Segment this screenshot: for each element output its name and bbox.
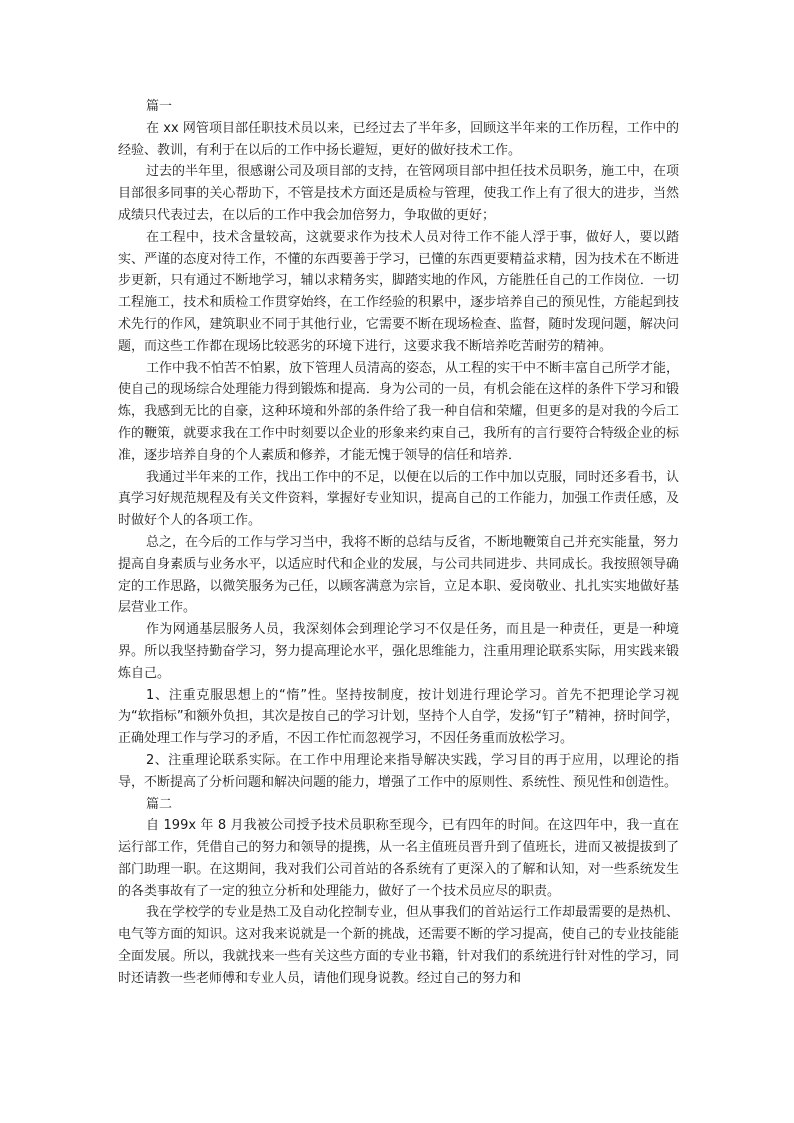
paragraph: 工作中我不怕苦不怕累，放下管理人员清高的姿态，从工程的实干中不断丰富自己所学才能，使自己的现场综合处理能力得到锻炼和提高．身为公司的一员，有机会能在这样的条件下学习和锻炼，我感到无比的自豪，这种环境和外部的条件给了我一种自信和荣耀，但更多的是对我的今后工作的鞭策，就要求我在工作中时刻要以企业的形象来约束自己，我所有的言行要符合特级企业的标准，逐步培养自身的个人素质和修养，才能无愧于领导的信任和培养．	[118, 360, 680, 463]
paragraph: 总之，在今后的工作与学习当中，我将不断的总结与反省，不断地鞭策自己并充实能量，努力提高自身素质与业务水平，以适应时代和企业的发展，与公司共同进步、共同成长。我按照领导确定的工作思路，以微笑服务为己任，以顾客满意为宗旨，立足本职、爱岗敬业、扎扎实实地做好基层营业工作。	[118, 534, 680, 616]
paragraph: 自 199x 年 8 月我被公司授予技术员职称至现今，已有四年的时间。在这四年中，我一直在运行部工作，凭借自己的努力和领导的提携，从一名主值班员晋升到了值班长，进而又被提拔到了部门助理一职。在这期间，我对我们公司首站的各系统有了更深入的了解和认知，对一些系统发生的各类事故有了一定的独立分析和处理能力，做好了一个技术员应尽的职责。	[118, 818, 679, 899]
paragraph: 在工程中，技术含量较高，这就要求作为技术人员对待工作不能人浮于事，做好人，要以踏实、严谨的态度对待工作，不懂的东西要善于学习，已懂的东西更要精益求精，因为技术在不断进步更新，只有通过不断地学习，辅以求精务实，脚踏实地的作风，方能胜任自己的工作岗位．一切工程施工，技术和质检工作贯穿始终，在工作经验的积累中，逐步培养自己的预见性，方能起到技术先行的作风，建筑职业不同于其他行业，它需要不断在现场检查、监督，随时发现问题，解决问题，而这些工作都在现场比较恶劣的环境下进行，这要求我不断培养吃苦耐劳的精神。	[118, 229, 679, 354]
list-item-paragraph: 1、注重克服思想上的“惰”性。坚持按制度，按计划进行理论学习。首先不把理论学习视为“软指标”和额外负担，其次是按自己的学习计划，坚持个人自学，发扬“钉子”精神，挤时间学，正确处理工作与学习的矛盾，不因工作忙而忽视学习，不因任务重而放松学习。	[118, 687, 679, 747]
paragraph: 我在学校学的专业是热工及自动化控制专业，但从事我们的首站运行工作却最需要的是热机、电气等方面的知识。这对我来说就是一个新的挑战，还需要不断的学习提高，使自己的专业技能能全面发展。所以，我就找来一些有关这些方面的专业书籍，针对我们的系统进行针对性的学习，同时还请教一些老师傅和专业人员，请他们现身说教。经过自己的努力和	[118, 905, 680, 986]
section-title-1: 篇一	[146, 99, 173, 114]
list-item-paragraph: 2、注重理论联系实际。在工作中用理论来指导解决实践，学习目的再于应用，以理论的指导，不断提高了分析问题和解决问题的能力，增强了工作中的原则性、系统性、预见性和创造性。	[118, 752, 679, 790]
paragraph: 过去的半年里，很感谢公司及项目部的支持，在管网项目部中担任技术员职务，施工中，在项目部很多同事的关心帮助下，不管是技术方面还是质检与管理，使我工作上有了很大的进步，当然成绩只代表过去，在以后的工作中我会加倍努力，争取做的更好；	[118, 164, 680, 223]
section-title-2: 篇二	[146, 796, 173, 812]
paragraph: 在 xx 网管项目部任职技术员以来，已经过去了半年多，回顾这半年来的工作历程，工作中的经验、教训，有利于在以后的工作中扬长避短，更好的做好技术工作。	[118, 120, 679, 158]
document-body	[118, 96, 679, 990]
paragraph: 作为网通基层服务人员，我深刻体会到理论学习不仅是任务，而且是一种责任，更是一种境界。所以我坚持勤奋学习，努力提高理论水平，强化思维能力，注重用理论联系实际，用实践来锻炼自己。	[118, 622, 679, 681]
paragraph: 我通过半年来的工作，找出工作中的不足，以便在以后的工作中加以克服，同时还多看书，认真学习好规范规程及有关文件资料，掌握好专业知识，提高自己的工作能力，加强工作责任感，及时做好个人的各项工作。	[118, 469, 680, 529]
